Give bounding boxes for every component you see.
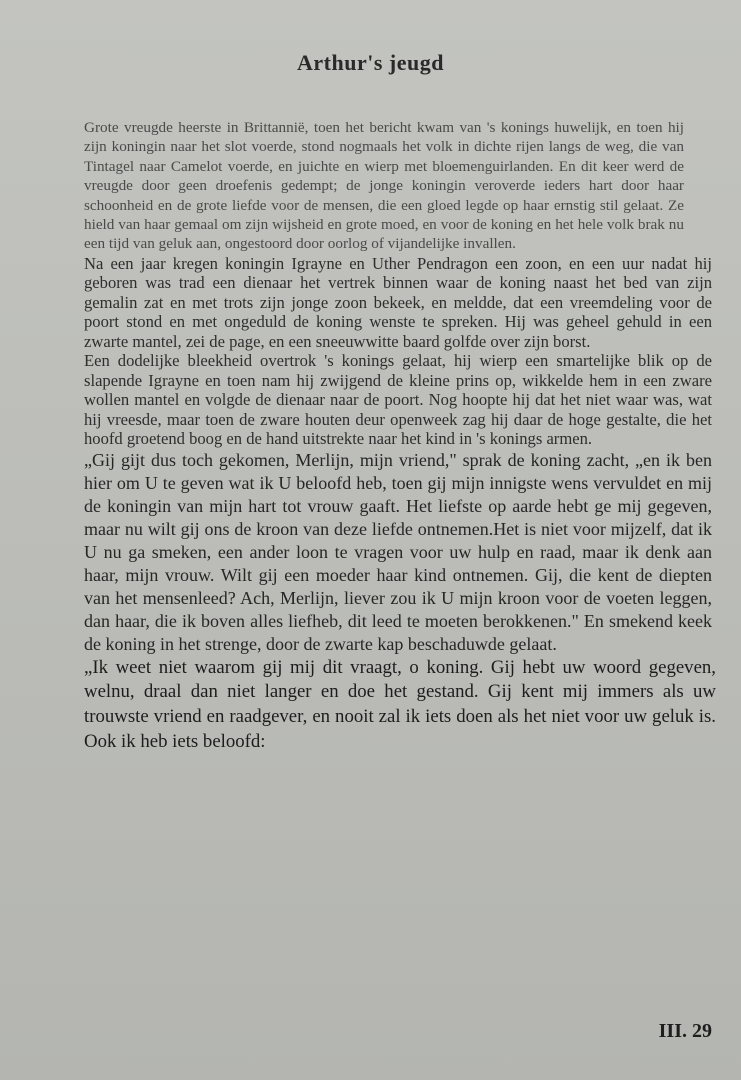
page-number: III. 29 [658, 1020, 712, 1042]
chapter-title: Arthur's jeugd [297, 50, 444, 75]
paragraph-1: Grote vreugde heerste in Brittannië, toen het bericht kwam van 's konings huwelijk, en toen hij zijn koningin naar het slot voerde, stond nogmaals het volk in dichte rijen langs de weg, die van Tintagel naar Camelot voerde, en juichte en wierp met bloemenguirlanden. En dit keer werd de vreugde door geen droefenis gedempt; de jonge koningin veroverde ieders hart door haar schoonheid en de grote liefde voor de mensen, die een gloed legde op haar ernstig stil gelaat. Ze hield van haar gemaal om zijn wijsheid en grote moed, en voor de koning en het hele volk brak nu een tijd van geluk aan, ongestoord door oorlog of vijandelijke invallen. [84, 119, 684, 253]
body-text [84, 118, 716, 754]
paragraph-2: Na een jaar kregen koningin Igrayne en Uther Pendragon een zoon, en een uur nadat hij geboren was trad een dienaar het vertrek binnen waar de koning naast het bed van zijn gemalin zat en met trots zijn jonge zoon bekeek, en meldde, dat een vreemdeling voor de poort stond en met ongeduld de koning wenste te spreken. Hij was geheel gehuld in een zwarte mantel, zei de page, en een sneeuwwitte baard golfde over zijn borst. [84, 253, 712, 351]
paragraph-5: „Ik weet niet waarom gij mij dit vraagt, o koning. Gij hebt uw woord gegeven, welnu, draal dan niet langer en doe het gestand. Gij kent mij immers als uw trouwste vriend en raadgever, en nooit zal ik iets doen als het niet voor uw geluk is. Ook ik heb iets beloofd: [84, 656, 716, 752]
paragraph-4: „Gij gijt dus toch gekomen, Merlijn, mijn vriend," sprak de koning zacht, „en ik ben hier om U te geven wat ik U beloofd heb, toen gij mijn innigste wens vervuldet en mij de koningin van mijn hart tot vrouw gaaft. Het liefste op aarde hebt ge mij gegeven, maar nu wilt gij ons de kroon van deze liefde ontnemen.Het is niet voor mijzelf, dat ik U nu ga smeken, een ander loon te vragen voor uw hulp en raad, maar ik denk aan haar, mijn vrouw. Wilt gij een moeder haar kind ontnemen. Gij, die kent de diepten van het mensenleed? Ach, Merlijn, liever zou ik U mijn kroon voor de voeten leggen, dan haar, die ik boven alles liefheb, dit leed te moeten berokkenen." En smekend keek de koning in het strenge, door de zwarte kap beschaduwde gelaat. [84, 449, 712, 654]
paragraph-3: Een dodelijke bleekheid overtrok 's konings gelaat, hij wierp een smartelijke blik op de slapende Igrayne en toen nam hij zwijgend de kleine prins op, wikkelde hem in een zware wollen mantel en volgde de dienaar naar de poort. Nog hoopte hij dat het niet waar was, wat hij vreesde, maar toen de zware houten deur openweek zag hij daar de hoge gestalte, die het hoofd groetend boog en de hand uitstrekte naar het kind in 's konings armen. [84, 351, 712, 449]
